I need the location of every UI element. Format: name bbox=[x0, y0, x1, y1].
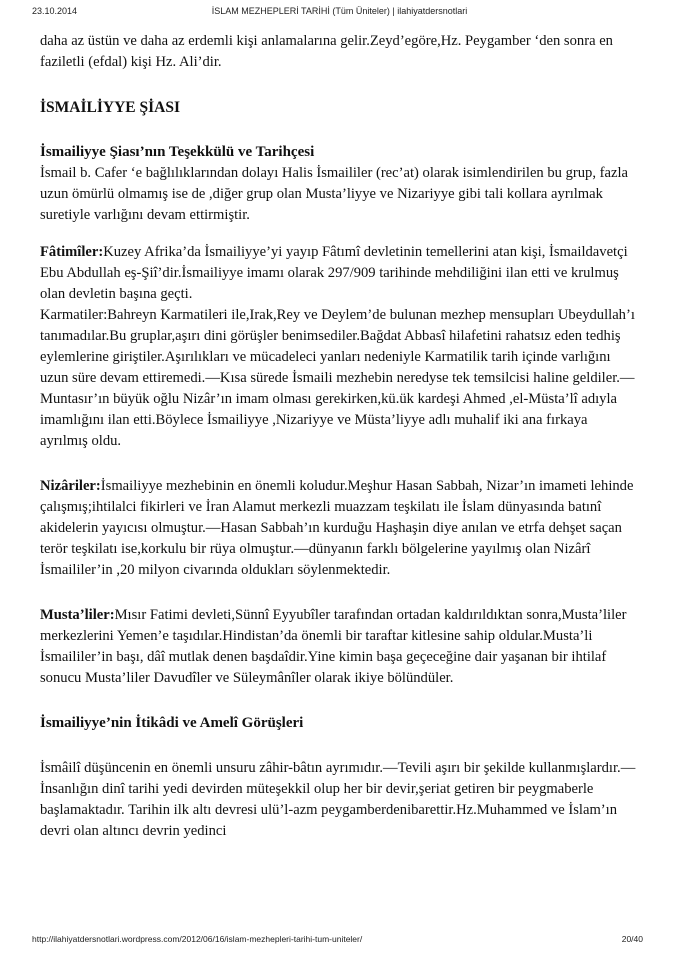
intro-paragraph: daha az üstün ve daha az erdemli kişi anlamalarına gelir.Zeyd’egöre,Hz. Peygamber ‘den sonra en faziletli (efdal) kişi Hz. Ali’dir. bbox=[40, 33, 613, 70]
mustaliler-text: Mısır Fatimi devleti,Sünnî Eyyubîler tarafından ortadan kaldırıldıktan sonra,Musta’liler merkezlerini Yemen’e taşıdılar.Hindistan’da önemli bir taraftar kitlesine sahip oldular.Musta’li İsmaililer’in başı, dâî mutlak denen başdaîdir.Yine kimin başa geçeceğine dair yaşanan bir ihtilaf sonucu Musta’liler Davudîler ve Süleymânîler olarak ikiye bölündüler. bbox=[40, 607, 627, 686]
mustaliler-term: Musta’liler: bbox=[40, 607, 115, 623]
history-paragraph: İsmail b. Cafer ‘e bağlılıklarından dolayı Halis İsmaililer (rec’at) olarak isimlendirilen bu grup, fazla uzun ömürlü olmamış ise de ,diğer grup olan Musta’liyye ve Nizariyye gibi tali kollara ayrılmak suretiyle varlığını devam ettirmiştir. bbox=[40, 165, 628, 223]
article-content bbox=[40, 31, 638, 842]
mustaliler-paragraph bbox=[40, 605, 638, 689]
document-title: İSLAM MEZHEPLERİ TARİHİ (Tüm Üniteler) | ilahiyatdersnotlari bbox=[211, 6, 468, 16]
nizariler-text: İsmailiyye mezhebinin en önemli koludur.Meşhur Hasan Sabbah, Nizar’ın imameti lehinde çalışmış;ihtilalci fikirleri ve İran Alamut merkezli muazzam teşkilatı ile İslam dünyasında batınî akidelerin yayıcısı olmuştur.—Hasan Sabbah’ın kurduğu Haşhaşin diye anılan ve etrfa dehşet saçan terör teşkilatı ise,korkulu bir rüya olmuştur.—dünyanın farklı bölgelerine yayılmış olan Nizârî İsmaililer’in ,20 milyon civarında oldukları söylenmektedir. bbox=[40, 478, 634, 578]
fatimiler-term: Fâtimîler: bbox=[40, 244, 104, 260]
print-header bbox=[0, 6, 679, 20]
section-title: İSMAİLİYYE ŞİASI bbox=[40, 99, 180, 116]
subsection-title-history: İsmailiyye Şiası’nın Teşekkülü ve Tarihçesi bbox=[40, 144, 315, 160]
fatimiler-paragraph bbox=[40, 242, 638, 305]
karmatiler-paragraph: Karmatiler:Bahreyn Karmatileri ile,Irak,Rey ve Deylem’de bulunan mezhep mensupları Ubeydullah’ı tanımadılar.Bu gruplar,aşırı dini görüşler benimsediler.Bağdat Abbasî hilafetini rahatsız eden tedhiş eylemlerine giriştiler.Aşırılıkları ve mücadeleci yanları nedeniyle Karmatilik tarih içinde varlığını uzun süre devam ettiremedi.—Kısa sürede İsmaili mezhebin neredyse tek temsilcisi haline geldiler.—Muntasır’ın büyük oğlu Nizâr’ın imam olması gerekirken,kü.ük kardeşi Ahmed ,el-Müsta’lî adıyla imamlığını ilan etti.Böylece İsmailiyye ,Nizariyye ve Müsta’liyye adlı muhalif iki ana fırkaya ayrılmış oldu. bbox=[40, 307, 635, 449]
print-date: 23.10.2014 bbox=[32, 6, 78, 16]
beliefs-paragraph: İsmâilî düşüncenin en önemli unsuru zâhir-bâtın ayrımıdır.—Tevili aşırı bir şekilde kullanmışlardır.—İnsanlığın dinî tarihi yedi devirden müteşekkil olup her bir devir,şeriat getiren bir peygmaberle başlamaktadır. Tarihin ilk altı devresi ulü’l-azm peygamberdenibarettir.Hz.Muhammed ve İslam’ın devri olan altıncı devrin yedinci bbox=[40, 760, 636, 839]
page-number: 20/40 bbox=[621, 934, 643, 944]
source-url: http://ilahiyatdersnotlari.wordpress.com/2012/06/16/islam-mezhepleri-tarihi-tum-uniteler/ bbox=[32, 934, 363, 944]
nizariler-term: Nizâriler: bbox=[40, 478, 101, 494]
fatimiler-text: Kuzey Afrika’da İsmailiyye’yi yayıp Fâtımî devletinin temellerini atan kişi, İsmaildavetçi Ebu Abdullah eş-Şiî’dir.İsmailiyye imamı olarak 297/909 tarihinde mehdiliğini ilan etti ve krulmuş olan devletin başına geçti. bbox=[40, 244, 628, 302]
subsection-title-beliefs: İsmailiyye’nin İtikâdi ve Amelî Görüşleri bbox=[40, 715, 304, 731]
print-footer bbox=[0, 934, 679, 948]
nizariler-paragraph bbox=[40, 476, 638, 581]
